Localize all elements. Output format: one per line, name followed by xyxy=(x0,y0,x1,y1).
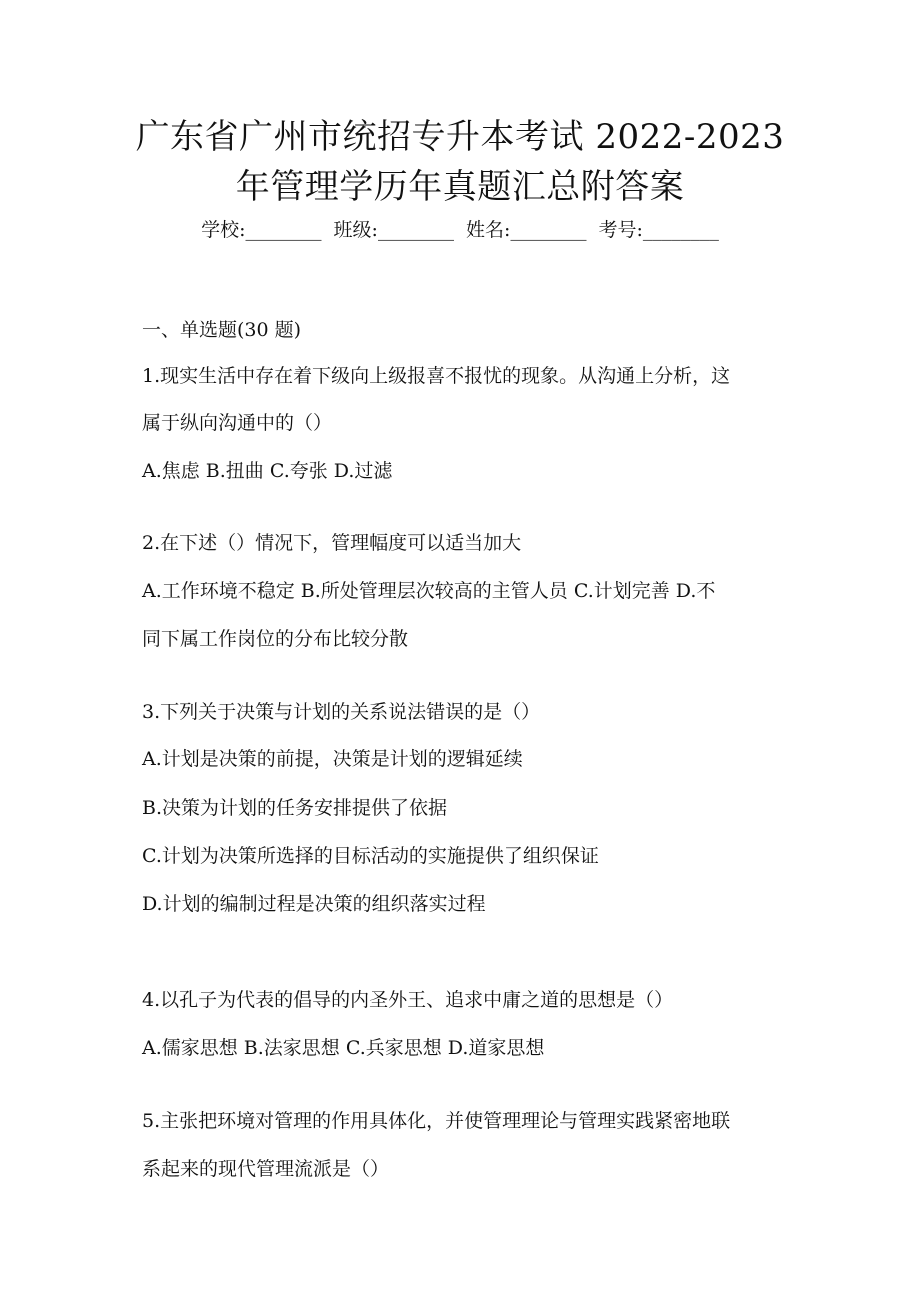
exam-title-line-2: 年管理学历年真题汇总附答案 xyxy=(235,167,685,207)
question-2-stem: 2.在下述（）情况下，管理幅度可以适当加大 xyxy=(142,532,522,554)
question-3-option-d: D.计划的编制过程是决策的组织落实过程 xyxy=(142,893,486,915)
question-3-option-b: B.决策为计划的任务安排提供了依据 xyxy=(142,797,448,819)
question-2-options-line-1: A.工作环境不稳定 B.所处管理层次较高的主管人员 C.计划完善 D.不 xyxy=(142,580,716,602)
question-2-options-line-2: 同下属工作岗位的分布比较分散 xyxy=(142,628,409,650)
question-1-stem-line-1: 1.现实生活中存在着下级向上级报喜不报忧的现象。从沟通上分析，这 xyxy=(142,365,731,387)
question-3-stem: 3.下列关于决策与计划的关系说法错误的是（） xyxy=(142,701,541,723)
question-3-option-a: A.计划是决策的前提，决策是计划的逻辑延续 xyxy=(142,748,523,770)
question-5-stem-line-1: 5.主张把环境对管理的作用具体化，并使管理理论与管理实践紧密地联 xyxy=(142,1110,731,1132)
exam-title-line-1: 广东省广州市统招专升本考试 2022-2023 xyxy=(135,117,785,157)
question-5-stem-line-2: 系起来的现代管理流派是（） xyxy=(142,1158,390,1180)
question-1-stem-line-2: 属于纵向沟通中的（） xyxy=(142,412,333,434)
question-4-options: A.儒家思想 B.法家思想 C.兵家思想 D.道家思想 xyxy=(142,1037,545,1059)
student-info-line: 学校:________ 班级:________ 姓名:________ 考号:________ xyxy=(201,219,719,241)
question-4-stem: 4.以孔子为代表的倡导的内圣外王、追求中庸之道的思想是（） xyxy=(142,989,674,1011)
section-heading: 一、单选题(30 题) xyxy=(142,319,302,341)
question-3-option-c: C.计划为决策所选择的目标活动的实施提供了组织保证 xyxy=(142,845,599,867)
question-1-options: A.焦虑 B.扭曲 C.夸张 D.过滤 xyxy=(142,460,393,482)
